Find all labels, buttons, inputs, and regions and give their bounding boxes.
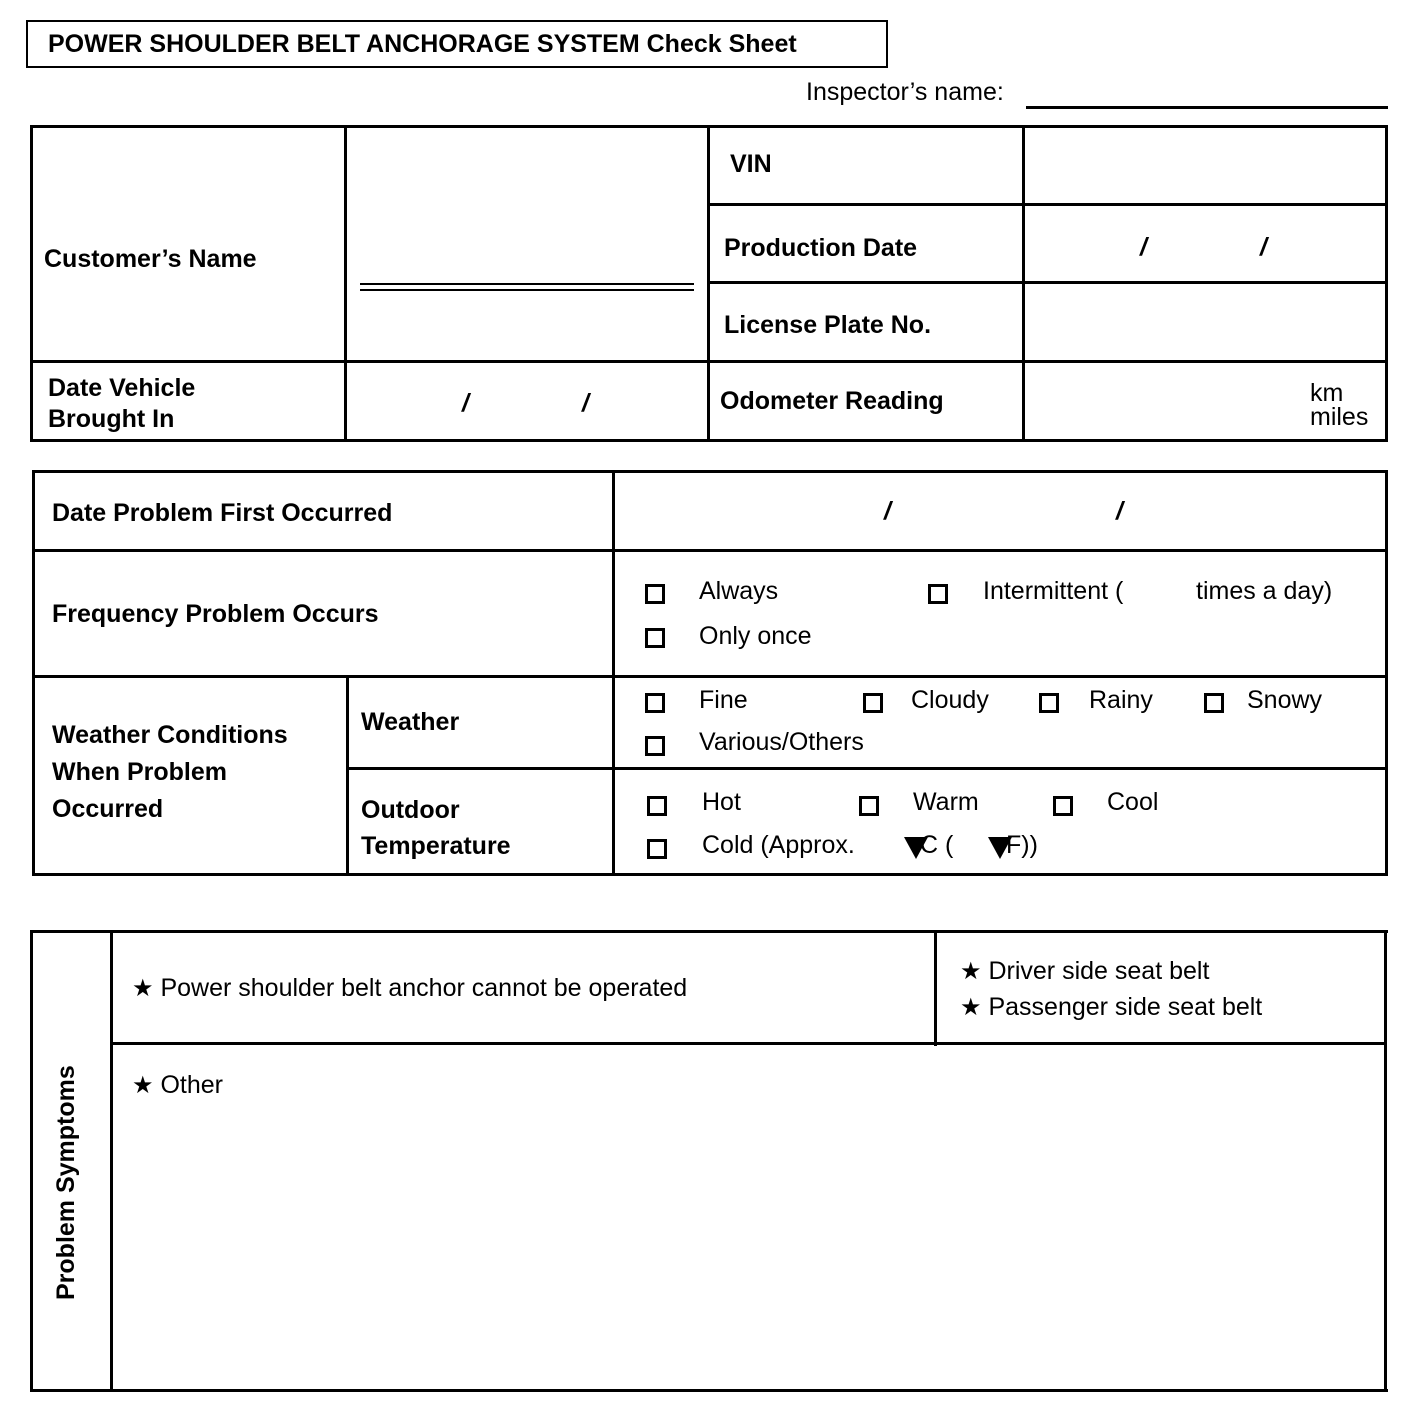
- odometer-label: Odometer Reading: [720, 387, 944, 415]
- fine-option-label: Fine: [699, 686, 748, 714]
- anchor-inoperable-item: [132, 973, 687, 1004]
- weather-label: Weather: [361, 708, 460, 736]
- outdoor-temperature-label-line1: Outdoor: [361, 796, 460, 824]
- star-icon: ★: [960, 994, 982, 1021]
- snowy-option-label: Snowy: [1247, 686, 1323, 714]
- rainy-checkbox[interactable]: [1039, 693, 1059, 713]
- other-item: [132, 1070, 223, 1101]
- customer-name-field[interactable]: [360, 289, 694, 291]
- customer-name-label: Customer’s Name: [44, 245, 257, 273]
- only-once-checkbox[interactable]: [645, 628, 665, 648]
- vin-label: VIN: [730, 150, 772, 178]
- cold-fahrenheit-unit: F)): [1006, 831, 1038, 859]
- weather-conditions-label-line2: When Problem: [52, 758, 228, 786]
- intermittent-checkbox[interactable]: [928, 584, 948, 604]
- frequency-label: Frequency Problem Occurs: [52, 600, 379, 628]
- date-brought-in-separator: /: [582, 389, 589, 417]
- date-first-occurred-separator: /: [884, 497, 891, 525]
- weather-conditions-label-line1: Weather Conditions: [52, 721, 288, 749]
- driver-side-item: [960, 956, 1209, 987]
- sheet-title: POWER SHOULDER BELT ANCHORAGE SYSTEM Check Sheet: [26, 20, 888, 68]
- date-first-occurred-label: Date Problem First Occurred: [52, 499, 393, 527]
- star-icon: ★: [132, 975, 154, 1002]
- production-date-label: Production Date: [724, 234, 918, 262]
- anchor-inoperable-label: Power shoulder belt anchor cannot be operated: [160, 974, 688, 1002]
- only-once-option-label: Only once: [699, 622, 812, 650]
- cloudy-option-label: Cloudy: [911, 686, 989, 714]
- date-brought-in-label-line2: Brought In: [48, 405, 175, 433]
- cool-option-label: Cool: [1107, 788, 1159, 816]
- warm-checkbox[interactable]: [859, 796, 879, 816]
- license-plate-label: License Plate No.: [724, 311, 932, 339]
- cool-checkbox[interactable]: [1053, 796, 1073, 816]
- inspector-name-field[interactable]: [1026, 106, 1388, 109]
- passenger-side-item: [960, 992, 1262, 1023]
- times-a-day-label: times a day): [1196, 577, 1333, 605]
- outdoor-temperature-label-line2: Temperature: [361, 832, 511, 860]
- various-others-option-label: Various/Others: [699, 728, 864, 756]
- odometer-unit-miles: miles: [1310, 403, 1369, 431]
- hot-checkbox[interactable]: [647, 796, 667, 816]
- other-label: Other: [160, 1071, 223, 1099]
- always-checkbox[interactable]: [645, 584, 665, 604]
- cold-option-label: Cold (Approx.: [702, 831, 855, 859]
- rainy-option-label: Rainy: [1089, 686, 1153, 714]
- problem-symptoms-label: Problem Symptoms: [52, 1065, 80, 1300]
- fine-checkbox[interactable]: [645, 693, 665, 713]
- production-date-separator: /: [1260, 233, 1267, 261]
- various-others-checkbox[interactable]: [645, 736, 665, 756]
- cloudy-checkbox[interactable]: [863, 693, 883, 713]
- always-option-label: Always: [699, 577, 779, 605]
- odometer-unit-km: km: [1310, 379, 1344, 407]
- production-date-separator: /: [1140, 233, 1147, 261]
- weather-conditions-label-line3: Occurred: [52, 795, 164, 823]
- cold-checkbox[interactable]: [647, 839, 667, 859]
- inspector-name-label: Inspector’s name:: [806, 78, 1004, 106]
- passenger-side-label: Passenger side seat belt: [988, 993, 1263, 1021]
- warm-option-label: Warm: [913, 788, 979, 816]
- driver-side-label: Driver side seat belt: [988, 957, 1210, 985]
- star-icon: ★: [132, 1072, 154, 1099]
- star-icon: ★: [960, 958, 982, 985]
- date-brought-in-label-line1: Date Vehicle: [48, 374, 196, 402]
- intermittent-option-label: Intermittent (: [983, 577, 1124, 605]
- hot-option-label: Hot: [702, 788, 741, 816]
- cold-celsius-unit: C (: [920, 831, 954, 859]
- date-brought-in-separator: /: [462, 389, 469, 417]
- snowy-checkbox[interactable]: [1204, 693, 1224, 713]
- date-first-occurred-separator: /: [1116, 497, 1123, 525]
